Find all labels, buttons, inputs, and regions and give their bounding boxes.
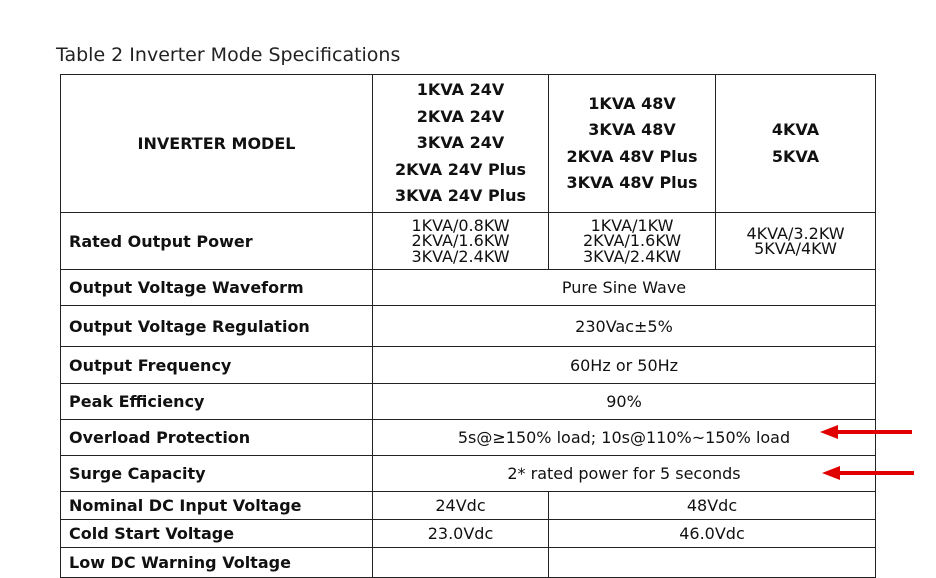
row-label: Nominal DC Input Voltage xyxy=(61,492,373,520)
arrow-left-icon-overload xyxy=(820,422,914,442)
table-row-low-dc-warning-voltage xyxy=(61,548,876,578)
row-label: Cold Start Voltage xyxy=(61,520,373,548)
row-value: 2* rated power for 5 seconds xyxy=(373,456,876,492)
row-value-48v: 46.0Vdc xyxy=(549,520,876,548)
row-value: 60Hz or 50Hz xyxy=(373,347,876,384)
row-label: Output Voltage Waveform xyxy=(61,270,373,306)
row-label: Output Voltage Regulation xyxy=(61,306,373,347)
header-24v-model-1: 1KVA 24V xyxy=(416,80,505,100)
table-row-output-frequency xyxy=(61,347,876,384)
table-caption: Table 2 Inverter Mode Specifications xyxy=(56,44,401,66)
row-value-48v: 48Vdc xyxy=(549,492,876,520)
header-48v-model-3: 2KVA 48V Plus xyxy=(566,146,698,166)
row-label: Low DC Warning Voltage xyxy=(61,548,373,578)
header-24v-model-5: 3KVA 24V Plus xyxy=(394,186,527,206)
row-label: Overload Protection xyxy=(61,420,373,456)
row-value-48v xyxy=(549,548,876,578)
table-row-surge-capacity xyxy=(61,456,876,492)
table-row-output-voltage-waveform xyxy=(61,270,876,306)
row-value: 5s@≥150% load; 10s@110%~150% load xyxy=(373,420,876,456)
row-label: Peak Efficiency xyxy=(61,384,373,420)
row-value-24v: 23.0Vdc xyxy=(373,520,549,548)
header-48v-model-4: 3KVA 48V Plus xyxy=(566,173,698,192)
header-48v-model-1: 1KVA 48V xyxy=(588,93,676,113)
header-kva-model-1: 4KVA xyxy=(771,120,820,139)
row-value: 90% xyxy=(373,384,876,420)
rated-power-value: 1KVA/0.8KW xyxy=(411,215,510,235)
spec-table xyxy=(60,74,876,578)
row-label: Rated Output Power xyxy=(61,213,373,270)
table-row-overload-protection xyxy=(61,420,876,456)
table-row-peak-efficiency xyxy=(61,384,876,420)
header-48v-models xyxy=(549,75,716,213)
row-label: Surge Capacity xyxy=(61,456,373,492)
rated-power-high-kva xyxy=(716,213,876,270)
row-value-24v: 24Vdc xyxy=(373,492,549,520)
row-value: 230Vac±5% xyxy=(373,306,876,347)
rated-power-value: 3KVA/2.4KW xyxy=(411,246,510,266)
header-24v-model-2: 2KVA 24V xyxy=(416,106,505,126)
table-header-row xyxy=(61,75,876,213)
header-24v-model-3: 3KVA 24V xyxy=(416,133,505,153)
rated-power-value: 2KVA/1.6KW xyxy=(411,231,510,251)
row-value-24v xyxy=(373,548,549,578)
rated-power-value: 3KVA/2.4KW xyxy=(582,246,682,266)
rated-power-value: 1KVA/1KW xyxy=(590,215,674,235)
table-row-output-voltage-regulation xyxy=(61,306,876,347)
header-high-kva-models xyxy=(716,75,876,213)
rated-power-value: 5KVA/4KW xyxy=(754,239,837,258)
header-24v-models xyxy=(373,75,549,213)
header-model-label: INVERTER MODEL xyxy=(61,75,373,213)
table-row-cold-start-voltage xyxy=(61,520,876,548)
rated-power-48v xyxy=(549,213,716,270)
header-24v-model-4: 2KVA 24V Plus xyxy=(394,159,527,179)
rated-power-value: 2KVA/1.6KW xyxy=(582,231,682,251)
rated-power-value: 4KVA/3.2KW xyxy=(746,223,845,243)
header-48v-model-2: 3KVA 48V xyxy=(588,120,676,139)
row-label: Output Frequency xyxy=(61,347,373,384)
row-value: Pure Sine Wave xyxy=(373,270,876,306)
rated-power-24v xyxy=(373,213,549,270)
arrow-left-icon-surge xyxy=(822,463,916,483)
table-row-rated-output-power xyxy=(61,213,876,270)
header-kva-model-2: 5KVA xyxy=(771,146,820,166)
table-row-nominal-dc-input-voltage xyxy=(61,492,876,520)
